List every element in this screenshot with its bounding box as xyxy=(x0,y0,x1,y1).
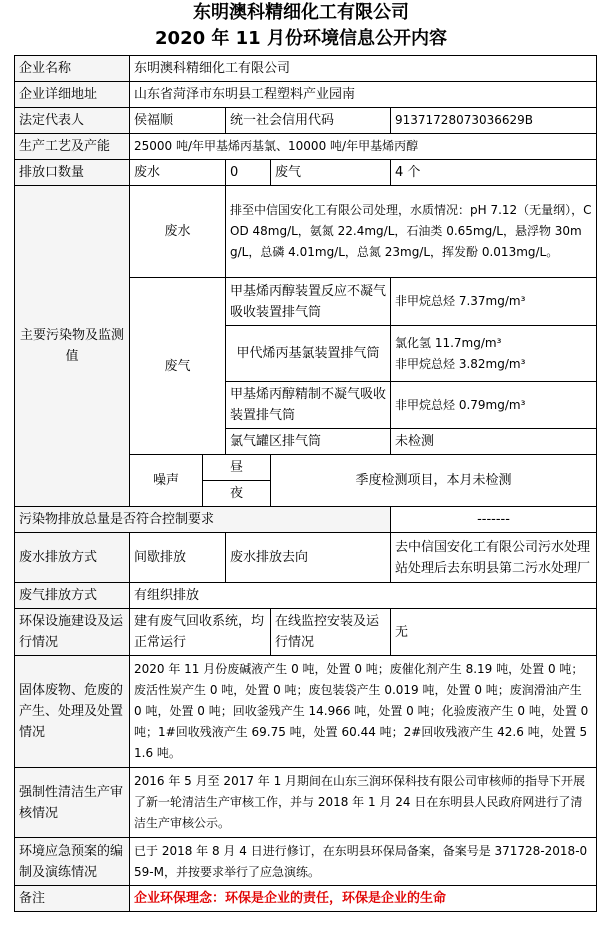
pollutant-gas-label: 废气 xyxy=(130,278,226,455)
solid-waste-value: 2020 年 11 月份废碱液产生 0 吨，处置 0 吨；废催化剂产生 8.19 吨，处置 0 吨；废活性炭产生 0 吨，处置 0 吨；废包装袋产生 0.019 吨，处置 0 吨；废润滑油产生 0 吨，处置 0 吨；回收釜残产生 14.966 吨，处置 0 吨；化验废液产生 0 吨，处置 0 吨；1#回收残液产生 69.75 吨，处置 60.44 吨；2#回收残液产生 42.6 吨，处置 51.6 吨。 xyxy=(130,656,597,768)
remark-value: 企业环保理念：环保是企业的责任，环保是企业的生命 xyxy=(130,886,597,912)
gas-source-2: 甲代烯丙基氯装置排气筒 xyxy=(226,326,391,382)
pollutant-water-label: 废水 xyxy=(130,186,226,278)
gas-source-3: 甲基烯丙醇精制不凝气吸收装置排气筒 xyxy=(226,382,391,429)
emergency-label: 环境应急预案的编制及演练情况 xyxy=(15,838,130,886)
gas-value-3: 非甲烷总烃 0.79mg/m³ xyxy=(391,382,597,429)
total-control-label: 污染物排放总量是否符合控制要求 xyxy=(15,507,391,533)
total-control-value: ------- xyxy=(391,507,597,533)
solid-waste-label: 固体废物、危废的产生、处理及处置情况 xyxy=(15,656,130,768)
gas-discharge-label: 废气排放方式 xyxy=(15,583,130,609)
noise-day-label: 昼 xyxy=(203,455,271,481)
remark-label: 备注 xyxy=(15,886,130,912)
facility-value: 建有废气回收系统，均正常运行 xyxy=(130,609,271,656)
outlet-label: 排放口数量 xyxy=(15,160,130,186)
gas-value-2b: 非甲烷总烃 3.82mg/m³ xyxy=(395,356,526,371)
gas-value-4: 未检测 xyxy=(391,429,597,455)
process-value: 25000 吨/年甲基烯丙基氯、10000 吨/年甲基烯丙醇 xyxy=(130,134,597,160)
address: 山东省菏泽市东明县工程塑料产业园南 xyxy=(130,82,597,108)
credit-code-label: 统一社会信用代码 xyxy=(226,108,391,134)
noise-value: 季度检测项目，本月未检测 xyxy=(271,455,597,507)
water-discharge-dest-label: 废水排放去向 xyxy=(226,533,391,583)
process-label: 生产工艺及产能 xyxy=(15,134,130,160)
doc-title: 东明澳科精细化工有限公司 xyxy=(193,2,409,23)
emergency-value: 已于 2018 年 8 月 4 日进行修订，在东明县环保局备案，备案号是 371728-2018-059-M，并按要求举行了应急演练。 xyxy=(130,838,597,886)
noise-label: 噪声 xyxy=(130,455,203,507)
monitor-value: 无 xyxy=(391,609,597,656)
gas-discharge-mode: 有组织排放 xyxy=(130,583,597,609)
noise-night-label: 夜 xyxy=(203,481,271,507)
cleaner-production-label: 强制性清洁生产审核情况 xyxy=(15,768,130,838)
facility-label: 环保设施建设及运行情况 xyxy=(15,609,130,656)
monitor-label: 在线监控安装及运行情况 xyxy=(271,609,391,656)
gas-source-1: 甲基烯丙醇装置反应不凝气吸收装置排气筒 xyxy=(226,278,391,326)
info-table xyxy=(14,55,597,912)
gas-value-1: 非甲烷总烃 7.37mg/m³ xyxy=(391,278,597,326)
gas-value-2a: 氯化氢 11.7mg/m³ xyxy=(395,335,502,350)
water-discharge-mode: 间歇排放 xyxy=(130,533,226,583)
rep-label: 法定代表人 xyxy=(15,108,130,134)
pollutants-label: 主要污染物及监测值 xyxy=(15,186,130,507)
company-name-label: 企业名称 xyxy=(15,56,130,82)
outlet-gas-count: 4 个 xyxy=(391,160,597,186)
pollutant-water-value: 排至中信国安化工有限公司处理，水质情况：pH 7.12（无量纲），COD 48mg/L，氨氮 22.4mg/L，石油类 0.65mg/L，悬浮物 30mg/L，总磷 4.01mg/L，总氮 23mg/L，挥发酚 0.013mg/L。 xyxy=(226,186,597,278)
water-discharge-label: 废水排放方式 xyxy=(15,533,130,583)
doc-subtitle: 2020 年 11 月份环境信息公开内容 xyxy=(155,28,447,49)
water-discharge-dest: 去中信国安化工有限公司污水处理站处理后去东明县第二污水处理厂 xyxy=(391,533,597,583)
outlet-water-label: 废水 xyxy=(130,160,226,186)
outlet-water-count: 0 xyxy=(226,160,271,186)
gas-source-4: 氯气罐区排气筒 xyxy=(226,429,391,455)
rep-name: 侯福顺 xyxy=(130,108,226,134)
company-name: 东明澳科精细化工有限公司 xyxy=(130,56,597,82)
outlet-gas-label: 废气 xyxy=(271,160,391,186)
credit-code: 91371728073036629B xyxy=(391,108,597,134)
address-label: 企业详细地址 xyxy=(15,82,130,108)
cleaner-production-value: 2016 年 5 月至 2017 年 1 月期间在山东三润环保科技有限公司审核师的指导下开展了新一轮清洁生产审核工作，并与 2018 年 1 月 24 日在东明县人民政府网进行了清洁生产审核公示。 xyxy=(130,768,597,838)
